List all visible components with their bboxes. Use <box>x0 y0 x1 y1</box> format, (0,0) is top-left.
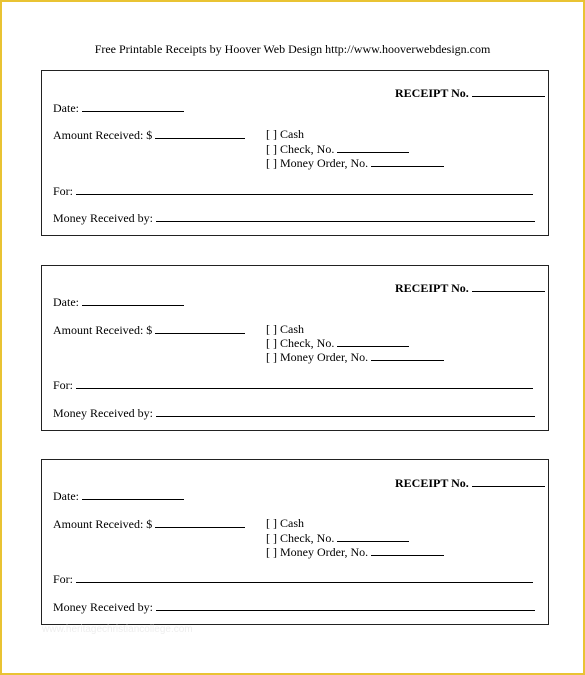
check-option[interactable]: [ ] Check, No. <box>266 530 409 545</box>
check-number-field[interactable] <box>337 141 409 153</box>
page-header: Free Printable Receipts by Hoover Web Design http://www.hooverwebdesign.com <box>94 42 491 56</box>
for-field[interactable] <box>76 183 533 195</box>
money-received-by-field[interactable] <box>156 599 535 611</box>
date-field[interactable] <box>82 100 184 112</box>
amount-row: Amount Received: $ <box>53 322 245 337</box>
cash-option[interactable]: [ ] Cash <box>266 127 304 141</box>
money-order-number-field[interactable] <box>371 544 444 556</box>
date-row: Date: <box>53 488 184 503</box>
for-field[interactable] <box>76 377 533 389</box>
money-order-number-field[interactable] <box>371 155 444 167</box>
receipt-number-label: RECEIPT No. <box>395 280 545 295</box>
date-field[interactable] <box>82 294 184 306</box>
money-received-by-row: Money Received by: <box>53 405 535 420</box>
amount-row: Amount Received: $ <box>53 516 245 531</box>
for-field[interactable] <box>76 571 533 583</box>
receipt-form <box>41 265 549 431</box>
cash-option[interactable]: [ ] Cash <box>266 516 304 530</box>
check-number-field[interactable] <box>337 530 409 542</box>
date-field[interactable] <box>82 488 184 500</box>
amount-row: Amount Received: $ <box>53 127 245 142</box>
money-received-by-field[interactable] <box>156 405 535 417</box>
receipt-number-field[interactable] <box>472 475 545 487</box>
amount-field[interactable] <box>155 322 245 334</box>
check-option[interactable]: [ ] Check, No. <box>266 141 409 156</box>
check-option[interactable]: [ ] Check, No. <box>266 335 409 350</box>
money-received-by-row: Money Received by: <box>53 599 535 614</box>
money-order-option[interactable]: [ ] Money Order, No. <box>266 544 444 559</box>
watermark-text: www.heritagechristiancollege.com <box>42 624 193 635</box>
receipt-number-field[interactable] <box>472 280 545 292</box>
money-order-option[interactable]: [ ] Money Order, No. <box>266 155 444 170</box>
receipt-number-field[interactable] <box>472 85 545 97</box>
for-row: For: <box>53 377 533 392</box>
date-row: Date: <box>53 294 184 309</box>
money-order-option[interactable]: [ ] Money Order, No. <box>266 349 444 364</box>
amount-field[interactable] <box>155 127 245 139</box>
check-number-field[interactable] <box>337 335 409 347</box>
for-row: For: <box>53 183 533 198</box>
money-received-by-row: Money Received by: <box>53 210 535 225</box>
receipt-number-label: RECEIPT No. <box>395 475 545 490</box>
money-received-by-field[interactable] <box>156 210 535 222</box>
receipt-form <box>41 70 549 236</box>
cash-option[interactable]: [ ] Cash <box>266 322 304 336</box>
money-order-number-field[interactable] <box>371 349 444 361</box>
amount-field[interactable] <box>155 516 245 528</box>
for-row: For: <box>53 571 533 586</box>
receipt-number-label: RECEIPT No. <box>395 85 545 100</box>
receipt-form <box>41 459 549 625</box>
date-row: Date: <box>53 100 184 115</box>
